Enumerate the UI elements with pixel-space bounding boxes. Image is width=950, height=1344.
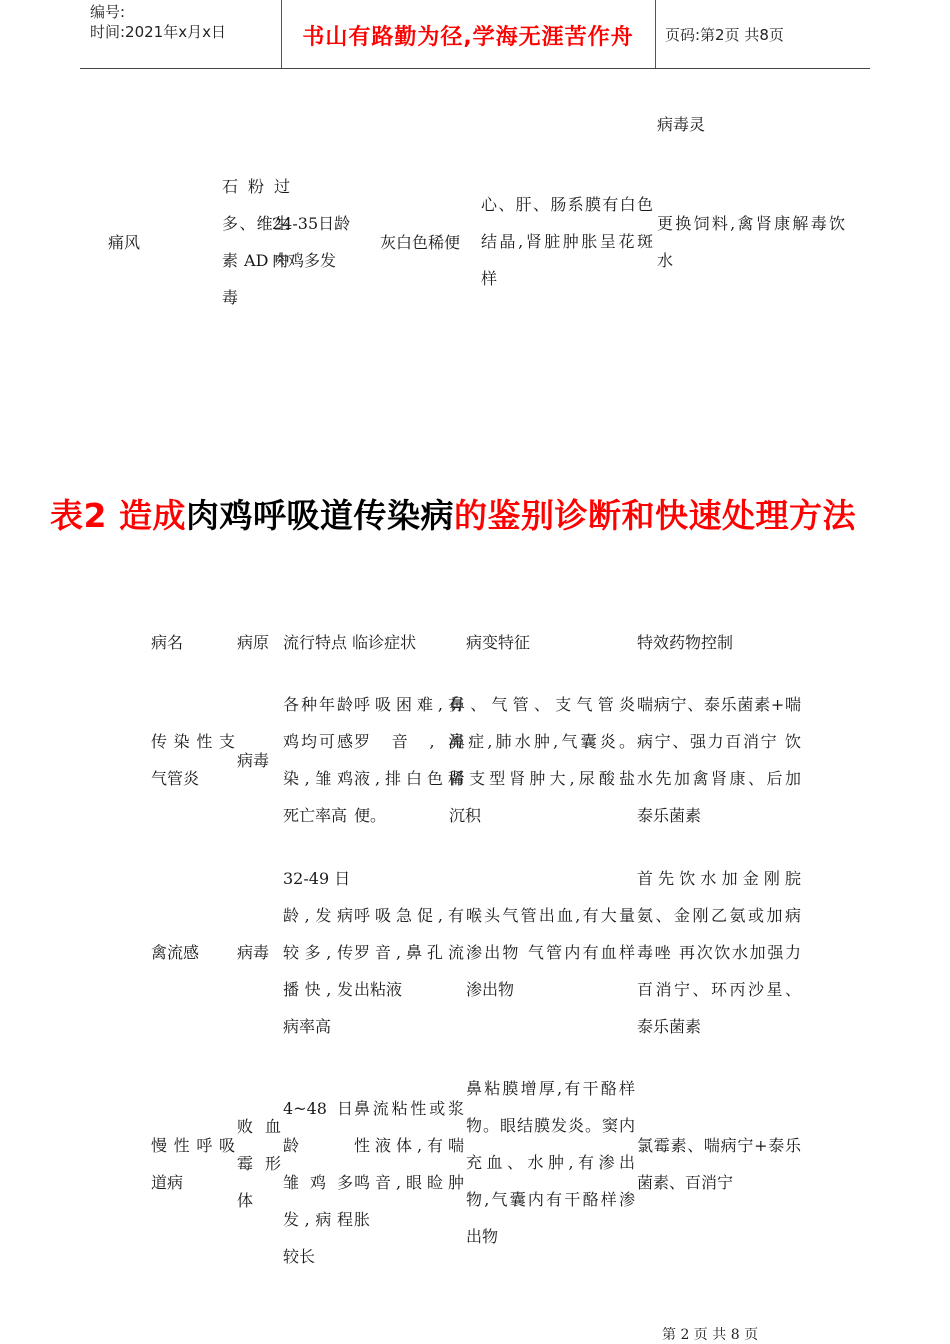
header-drug: 特效药物控制 — [637, 633, 734, 652]
page-header — [80, 0, 870, 69]
page-footer: 第 2 页 共 8 页 — [662, 1327, 759, 1343]
gout-lesion: 心、肝、肠系膜有白色 结晶,肾脏肿胀呈花斑 样 — [481, 195, 653, 288]
table2-title: 表2 造成肉鸡呼吸道传染病的鉴别诊断和快速处理方法 — [50, 496, 856, 535]
row1-drug: 喘病宁、泰乐菌素+喘 病宁、强力百消宁 饮 水先加禽肾康、后加 泰乐菌素 — [637, 695, 801, 825]
row2-lesion: 喉头气管出血,有大量 渗出物 气管内有血样 渗出物 — [466, 906, 635, 999]
header-epi-symptom: 流行特点 临诊症状 — [283, 633, 417, 652]
row2-epidemiology: 32-49 日 龄,发病 较多,传 播快,发 病率高 — [283, 869, 353, 1036]
row2-pathogen: 病毒 — [237, 943, 270, 962]
header-page-info: 页码:第2页 共8页 — [665, 26, 784, 44]
header-motto: 书山有路勤为径,学海无涯苦作舟 — [302, 25, 634, 50]
row1-pathogen: 病毒 — [237, 751, 270, 770]
header-pathogen: 病原 — [237, 633, 270, 652]
row3-name: 慢 性 呼 吸 道病 — [151, 1136, 235, 1192]
row2-name: 禽流感 — [151, 943, 200, 962]
gout-cause: 石 粉 过 多、维生 素 AD 中 毒 — [222, 177, 290, 307]
row2-symptom: 呼吸急促,有 罗音,鼻孔流 出粘液 — [354, 906, 464, 999]
row3-pathogen: 败 血 霉 形 体 — [237, 1117, 281, 1210]
gout-name: 痛风 — [108, 233, 141, 252]
row3-symptom: 鼻流粘性或浆 性液体,有喘 鸣音,眼睑肿 胀 — [354, 1099, 464, 1229]
row3-drug: 氯霉素、喘病宁+泰乐 菌素、百消宁 — [637, 1136, 801, 1192]
number-label: 编号: — [90, 3, 126, 21]
header-meta — [90, 2, 226, 42]
header-name: 病名 — [151, 633, 184, 652]
row1-epidemiology: 各种年龄 鸡均可感 染,雏鸡 死亡率高 — [283, 695, 353, 825]
gout-symptom: 灰白色稀便 — [380, 233, 461, 252]
row1-name: 传 染 性 支 气管炎 — [151, 732, 235, 788]
gout-epidemiology: 24-35日龄 肉鸡多发 — [272, 214, 351, 270]
prev-row-treatment: 病毒灵 — [657, 115, 706, 134]
header-divider — [655, 0, 656, 68]
row3-lesion: 鼻粘膜增厚,有干酪样 物。眼结膜发炎。窦内 充血、水肿,有渗出 物,气囊内有干酪样渗 出物 — [466, 1079, 635, 1246]
row2-drug: 首 先 饮 水 加 金 刚 脘 氨、金刚乙氨或加病 毒唑 再次饮水加强力 百消宁、环丙沙星、 泰乐菌素 — [637, 869, 801, 1036]
time-label: 时间:2021年x月x日 — [90, 23, 226, 41]
header-lesion: 病变特征 — [466, 633, 531, 652]
gout-treatment: 更换饲料,禽肾康解毒饮 水 — [657, 214, 845, 270]
row1-symptom: 呼吸困难,有 罗 音 , 流 液,排白色稀 便。 — [354, 695, 464, 825]
row3-epidemiology: 4~48日龄 雏 鸡 多 发,病程 较长 — [283, 1099, 353, 1266]
row1-lesion: 鼻、气管、支气管炎 鼻症,肺水肿,气囊炎。 肾支型肾肿大,尿酸盐 沉积 — [449, 695, 635, 825]
